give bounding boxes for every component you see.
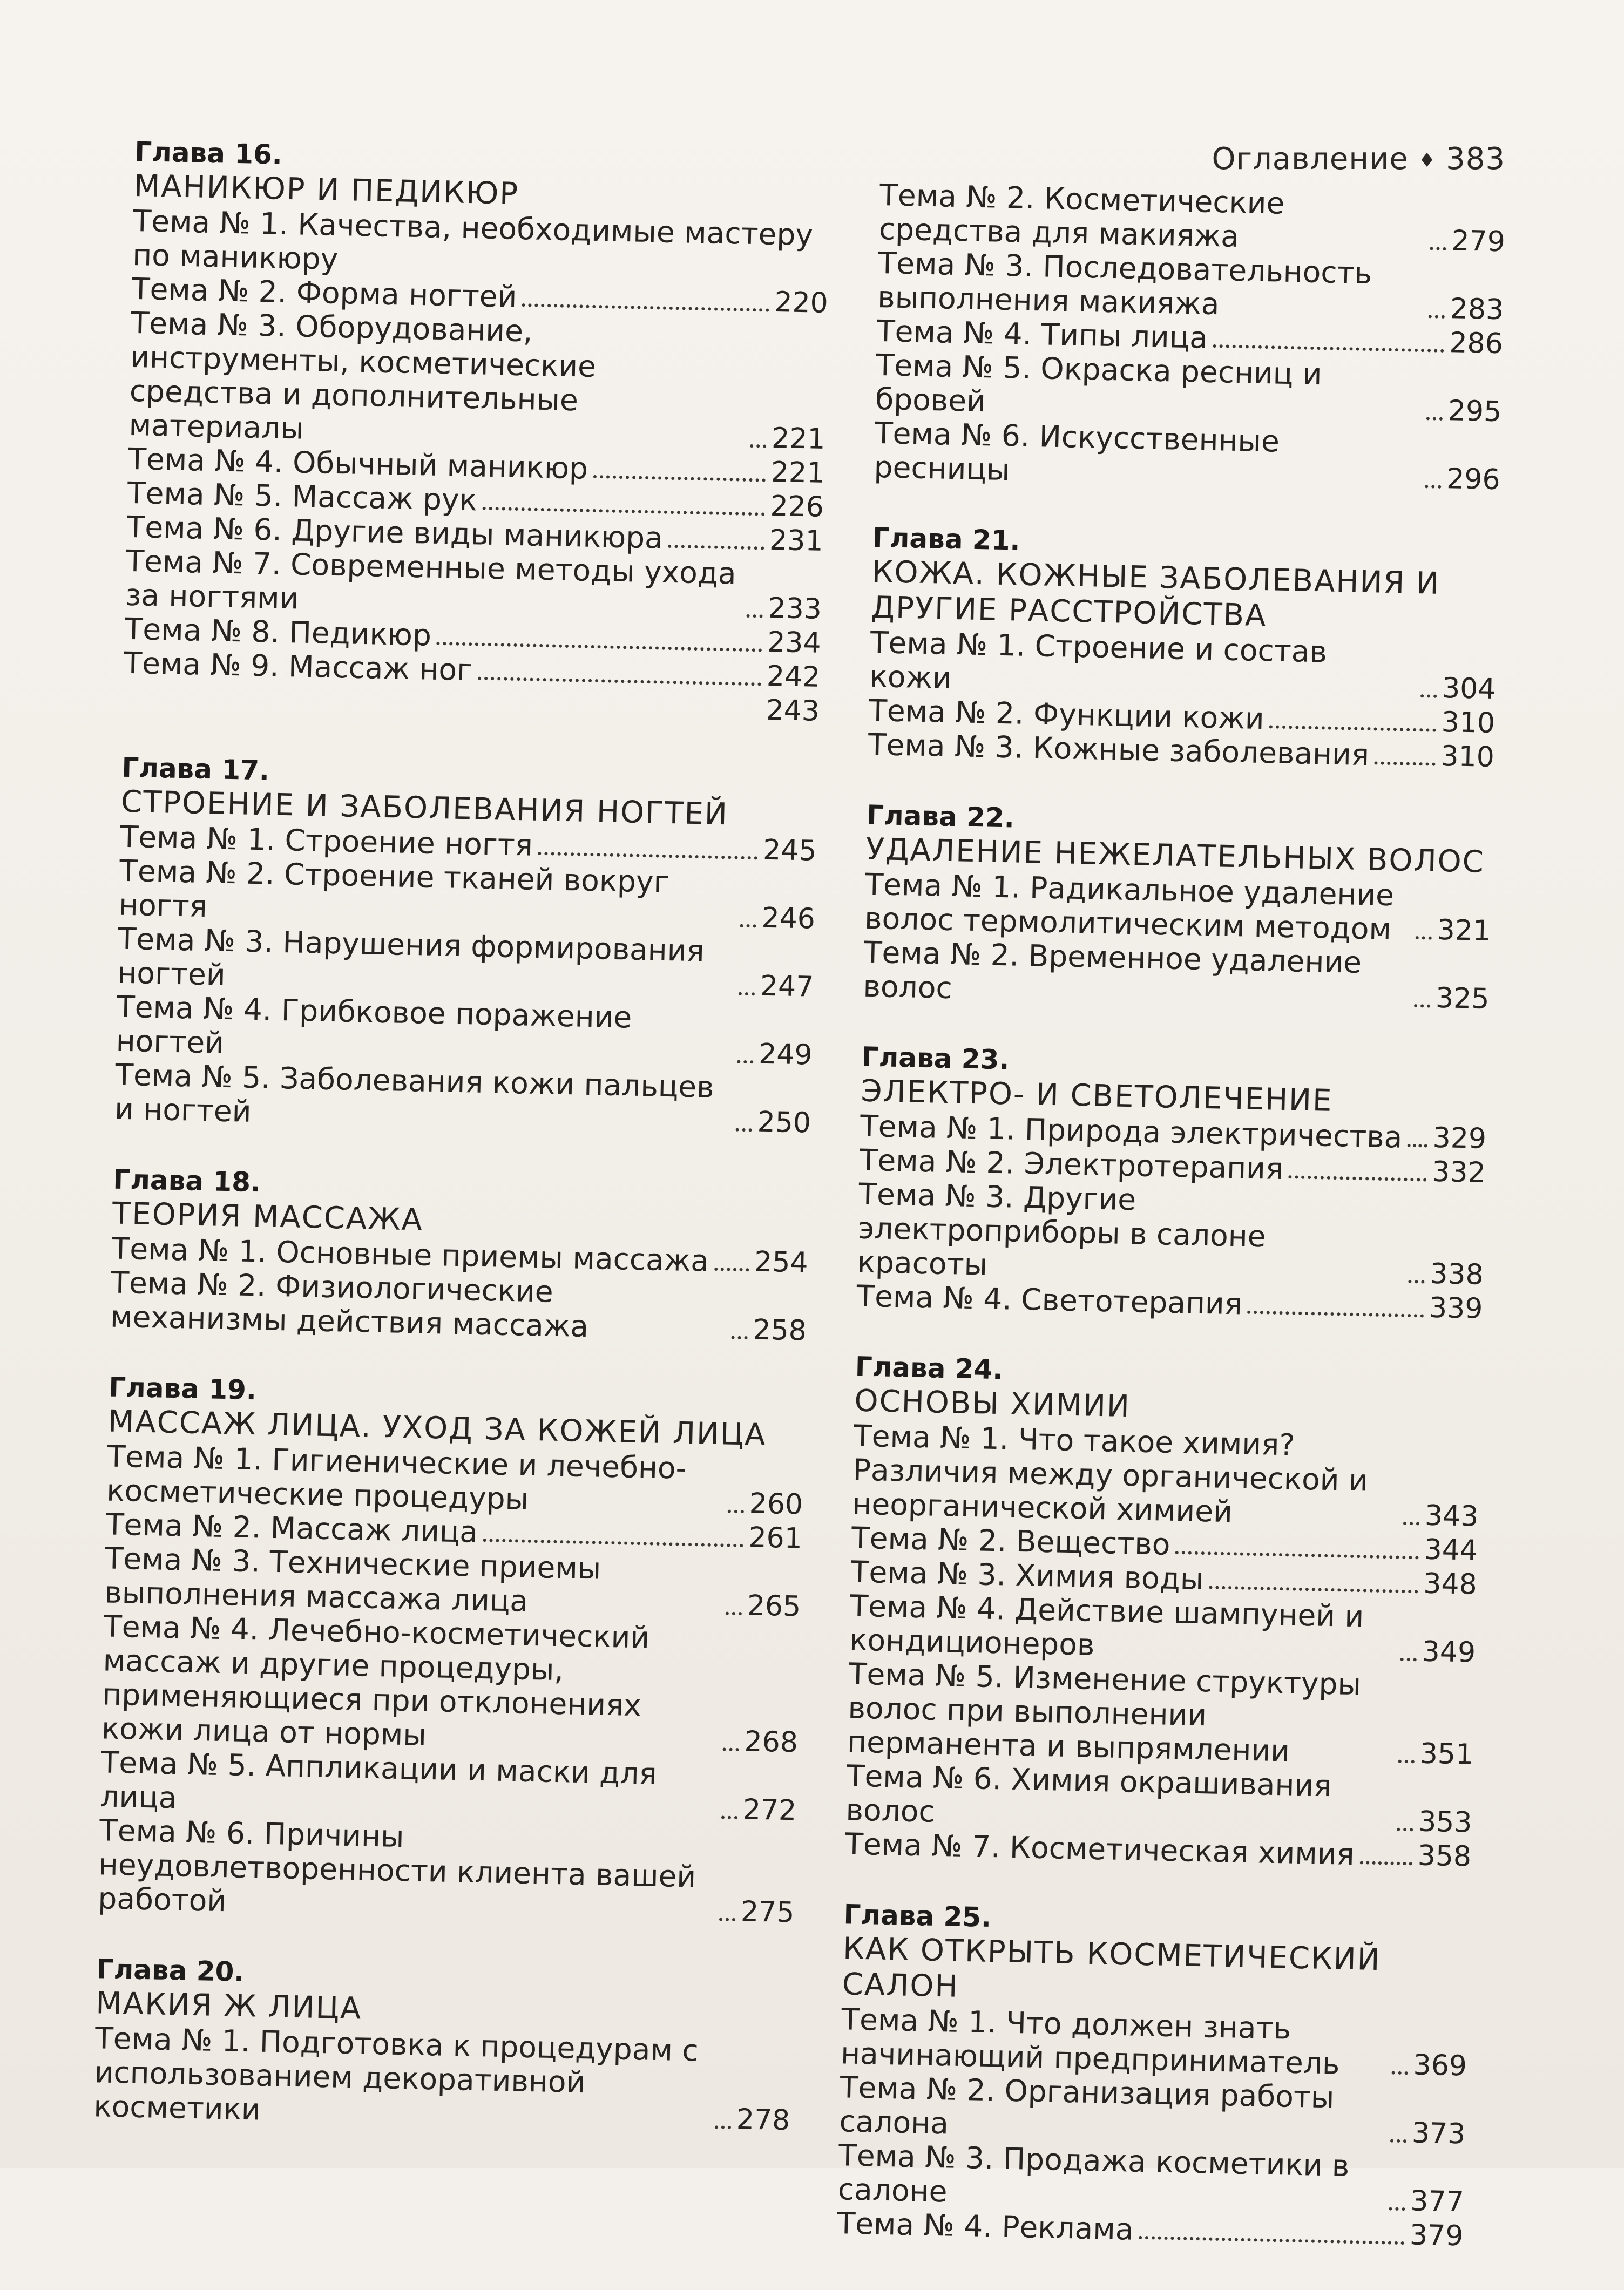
chapter-block [110, 1163, 809, 1349]
topic-page-number: 295 [1447, 395, 1502, 429]
chapter-title: КАК ОТКРЫТЬ КОСМЕТИЧЕСКИЙ САЛОН [842, 1931, 1382, 2004]
topic-title: Тема № 3. Нарушения формирования ногтей [117, 921, 705, 992]
dot-leader [746, 614, 762, 618]
topic-title: Тема № 4. Обычный маникюр [127, 441, 588, 486]
chapter-number: Глава 24. [855, 1351, 1004, 1386]
dot-leader [1247, 1311, 1423, 1318]
topic-title: Тема № 1. Качества, необходимые мастеру по маникюру [132, 203, 814, 276]
dot-leader [668, 545, 764, 550]
topic-title: Тема № 2. Косметические средства для макияжа [878, 178, 1285, 254]
topic-page-number: 343 [1424, 1499, 1479, 1533]
chapter-block [863, 798, 1493, 1017]
dot-leader [1420, 694, 1437, 698]
dot-leader [1415, 936, 1431, 940]
header-page-number: 383 [1446, 141, 1505, 177]
dot-leader [714, 1268, 749, 1271]
dot-leader [1209, 1586, 1418, 1593]
topic-title: Тема № 1. Подготовка к процедурам с использованием декоративной косметики [93, 2021, 699, 2127]
toc-entry [98, 1813, 796, 1930]
topic-page-number: 348 [1423, 1567, 1478, 1601]
topic-page-number: 338 [1429, 1257, 1484, 1291]
topic-page-number: 258 [753, 1313, 807, 1347]
topic-title: Тема № 3. Технические приемы выполнения массажа лица [104, 1541, 601, 1618]
dot-leader [1398, 1760, 1414, 1764]
topic-title: Тема № 3. Продажа косметики в салоне [837, 2138, 1350, 2209]
dot-leader [726, 1612, 742, 1616]
topic-page-number: 245 [762, 834, 817, 868]
toc-entry [102, 1609, 801, 1760]
chapter-block [845, 1350, 1482, 1874]
dot-leader [1269, 725, 1436, 731]
dot-leader [1408, 1280, 1424, 1284]
topic-page-number: 254 [754, 1245, 809, 1279]
dot-leader [478, 677, 761, 686]
toc-entry [128, 306, 828, 457]
dot-leader [750, 444, 766, 448]
left-column [92, 135, 831, 2174]
toc-entry [857, 1177, 1485, 1292]
chapter-block [868, 521, 1499, 775]
topic-page-number: 325 [1435, 981, 1490, 1015]
dot-leader [731, 1336, 747, 1340]
toc-entry [874, 416, 1501, 497]
dot-leader [436, 642, 762, 652]
dot-leader [721, 1815, 737, 1819]
toc-entry [114, 1058, 812, 1141]
dot-leader [1397, 1828, 1413, 1832]
topic-title: Тема № 6. Причины неудовлетворенности клиента вашей работой [97, 1813, 696, 1919]
chapter-block [98, 1370, 806, 1930]
topic-title: Тема № 7. Современные методы ухода за ногтями [125, 543, 737, 616]
chapter-title: ОСНОВЫ ХИМИИ [854, 1383, 1131, 1425]
topic-page-number: 296 [1446, 463, 1501, 497]
topic-title: Тема № 6. Другие виды маникюра [126, 509, 664, 555]
topic-title: Тема № 2. Организация работы салона [838, 2070, 1335, 2141]
topic-page-number: 220 [774, 286, 829, 320]
dot-leader [1425, 485, 1441, 489]
dot-leader [1408, 1144, 1427, 1148]
dot-leader [740, 924, 756, 928]
topic-title: Тема № 4. Лечебно-косметический массаж и другие процедуры, применяющиеся при отклонениях кожи лица от нормы [101, 1609, 650, 1752]
topic-title: Тема № 2. Вещество [851, 1520, 1171, 1562]
toc-entry [863, 936, 1490, 1017]
topic-page-number: 233 [768, 592, 822, 626]
dot-leader [522, 303, 769, 312]
topic-page-number: 221 [771, 422, 826, 456]
dot-leader [1289, 1175, 1427, 1181]
topic-title: Тема № 1. Что такое химия? Различия между органической и неорганической химией [851, 1418, 1369, 1529]
dot-leader [1139, 2236, 1404, 2245]
topic-page-number: 351 [1419, 1737, 1474, 1771]
chapter-title: МАКИЯ Ж ЛИЦА [95, 1986, 362, 2027]
dot-leader [735, 1128, 752, 1132]
chapter-number: Глава 19. [108, 1371, 257, 1406]
topic-title: Тема № 1. Основные приемы массажа [111, 1231, 709, 1278]
topic-title: Тема № 1. Природа электричества [860, 1108, 1403, 1155]
topic-title: Тема № 1. Радикальное удаление волос термолитическим методом [864, 866, 1395, 947]
dot-leader [538, 852, 757, 860]
chapter-title: КОЖА. КОЖНЫЕ ЗАБОЛЕВАНИЯ И ДРУГИЕ РАССТРОЙСТВА [870, 554, 1440, 634]
chapter-number: Глава 21. [872, 521, 1021, 557]
topic-page-number: 339 [1429, 1291, 1484, 1325]
topic-page-number: 250 [757, 1106, 811, 1140]
chapter-number: Глава 22. [866, 799, 1015, 834]
topic-page-number: 369 [1413, 2049, 1467, 2083]
topic-title: Тема № 2. Временное удаление волос [862, 934, 1362, 1006]
right-column [836, 178, 1506, 2290]
topic-page-number: 261 [748, 1521, 803, 1555]
topic-title: Тема № 4. Типы лица [876, 313, 1208, 355]
dot-leader [739, 992, 755, 996]
topic-page-number: 344 [1424, 1533, 1478, 1567]
topic-page-number: 310 [1440, 740, 1495, 774]
topic-title: Тема № 1. Что должен знать начинающий предприниматель [840, 2002, 1341, 2081]
topic-page-number: 221 [770, 456, 825, 490]
running-header [1212, 141, 1506, 177]
topic-title: Тема № 1. Гигиенические и лечебно-косметические процедуры [106, 1439, 687, 1516]
topic-title: Тема № 5. Заболевания кожи пальцев и ногтей [114, 1057, 715, 1129]
dot-leader [1429, 315, 1445, 319]
topic-page-number: 379 [1409, 2219, 1464, 2253]
dot-leader [1400, 1658, 1416, 1662]
topic-title: Тема № 2. Функции кожи [868, 693, 1265, 736]
topic-page-number: 268 [744, 1725, 799, 1759]
topic-title: Тема № 6. Химия окрашивания волос [845, 1758, 1332, 1829]
dot-leader [715, 2125, 731, 2129]
toc-entry [93, 2021, 792, 2138]
topic-page-number: 353 [1418, 1805, 1473, 1839]
topic-title: Тема № 3. Химия воды [850, 1554, 1204, 1597]
dot-leader [1213, 344, 1444, 353]
chapter-block [837, 1898, 1470, 2253]
toc-entry [852, 1419, 1480, 1534]
topic-title: Тема № 5. Изменение структуры волос при выполнении перманента и выпрямлении [847, 1656, 1362, 1769]
topic-title: Тема № 4. Реклама [836, 2206, 1134, 2247]
chapter-number: Глава 18. [112, 1163, 261, 1198]
topic-title: Тема № 2. Массаж лица [105, 1507, 478, 1549]
topic-title: Тема № 7. Косметическая химия [844, 1826, 1355, 1872]
topic-title: Тема № 2. Физиологические механизмы действия массажа [110, 1265, 589, 1344]
topic-page-number: 349 [1422, 1635, 1476, 1669]
topic-title: Тема № 4. Действие шампуней и кондиционеров [849, 1588, 1364, 1662]
dot-leader [1391, 2071, 1408, 2075]
topic-title: Тема № 8. Педикюр [124, 611, 432, 653]
chapter-title: МАНИКЮР И ПЕДИКЮР [133, 168, 519, 212]
topic-page-number: 226 [769, 490, 824, 524]
dot-leader [722, 1747, 739, 1751]
topic-page-number: 246 [761, 902, 816, 936]
topic-page-number: 358 [1417, 1839, 1472, 1873]
chapter-block [114, 751, 818, 1141]
dot-leader [483, 1539, 743, 1547]
dot-leader [1175, 1551, 1418, 1559]
dot-leader [1430, 247, 1446, 250]
topic-page-number: 260 [749, 1487, 803, 1521]
toc-entry [110, 1266, 807, 1349]
chapter-title: УДАЛЕНИЕ НЕЖЕЛАТЕЛЬНЫХ ВОЛОС [865, 831, 1485, 880]
topic-page-number: 377 [1410, 2185, 1465, 2219]
chapter-block [123, 135, 831, 729]
chapter-title: ТЕОРИЯ МАССАЖА [112, 1196, 424, 1238]
topic-title: Тема № 3. Кожные заболевания [868, 727, 1370, 773]
chapter-title: СТРОЕНИЕ И ЗАБОЛЕВАНИЯ НОГТЕЙ [120, 784, 729, 832]
topic-page-number: 231 [769, 524, 824, 558]
dot-leader [719, 1918, 735, 1921]
topic-page-number: 286 [1449, 327, 1504, 361]
topic-title: Тема № 2. Электротерапия [859, 1142, 1284, 1187]
topic-page-number: 242 [766, 660, 821, 694]
topic-title: Тема № 3. Другие электроприборы в салоне красоты [857, 1176, 1267, 1282]
chapter-number: Глава 16. [134, 135, 283, 171]
topic-page-number: 321 [1437, 913, 1491, 947]
dot-leader [1375, 761, 1436, 765]
topic-page-number: 304 [1442, 672, 1497, 706]
header-title: Оглавление [1212, 141, 1409, 177]
chapter-number: Глава 23. [861, 1041, 1010, 1076]
dot-leader [1359, 1861, 1412, 1865]
topic-title: Тема № 2. Строение тканей вокруг ногтя [118, 853, 670, 924]
topic-page-number: 310 [1441, 706, 1496, 740]
topic-title: Тема № 2. Форма ногтей [131, 271, 518, 314]
dot-leader [737, 1060, 753, 1064]
topic-title: Тема № 4. Светотерапия [856, 1278, 1243, 1322]
topic-page-number: 373 [1411, 2117, 1466, 2151]
chapter-number: Глава 20. [96, 1953, 245, 1988]
chapter-block [856, 1040, 1488, 1326]
topic-title: Тема № 3. Оборудование, инструменты, косметические средства и дополнительные материалы [128, 305, 597, 446]
topic-page-number: 278 [736, 2103, 790, 2137]
dot-leader [482, 507, 764, 516]
topic-page-number: 265 [747, 1589, 801, 1623]
topic-title: Тема № 3. Последовательность выполнения макияжа [877, 245, 1372, 322]
chapter-block [93, 1952, 793, 2138]
dot-leader [1390, 2139, 1406, 2143]
topic-title: Тема № 5. Аппликации и маски для лица [99, 1745, 658, 1815]
dot-leader [593, 475, 766, 482]
dot-leader [1389, 2207, 1405, 2211]
topic-page-number: 249 [758, 1038, 813, 1072]
topic-page-number: 234 [767, 626, 822, 660]
toc-entry [847, 1657, 1476, 1772]
dot-leader [1414, 1004, 1430, 1008]
stray-page-number: 243 [766, 694, 820, 728]
topic-title: Тема № 9. Массаж ног [123, 645, 473, 688]
chapter-number: Глава 17. [121, 751, 270, 787]
topic-page-number: 275 [740, 1895, 795, 1929]
topic-title: Тема № 6. Искусственные ресницы [874, 415, 1280, 487]
diamond-icon: ♦ [1418, 150, 1437, 172]
chapter-title: ЭЛЕКТРО- И СВЕТОЛЕЧЕНИЕ [860, 1073, 1334, 1119]
topic-page-number: 329 [1432, 1121, 1487, 1155]
topic-page-number: 247 [760, 970, 814, 1004]
topic-page-number: 332 [1431, 1155, 1486, 1189]
chapter-block [874, 178, 1506, 497]
dot-leader [728, 1510, 744, 1514]
chapter-title: МАССАЖ ЛИЦА. УХОД ЗА КОЖЕЙ ЛИЦА [107, 1404, 767, 1453]
topic-title: Тема № 1. Строение ногтя [120, 819, 533, 863]
topic-title: Тема № 4. Грибковое поражение ногтей [116, 989, 632, 1060]
topic-page-number: 272 [742, 1793, 797, 1827]
topic-title: Тема № 1. Строение и состав кожи [869, 625, 1328, 695]
dot-leader [1403, 1522, 1419, 1526]
topic-title: Тема № 5. Окраска ресниц и бровей [875, 347, 1323, 419]
dot-leader [1426, 417, 1443, 421]
chapter-number: Глава 25. [843, 1899, 992, 1934]
topic-page-number: 279 [1451, 225, 1506, 259]
topic-page-number: 283 [1450, 293, 1504, 327]
topic-title: Тема № 5. Массаж рук [127, 475, 478, 518]
